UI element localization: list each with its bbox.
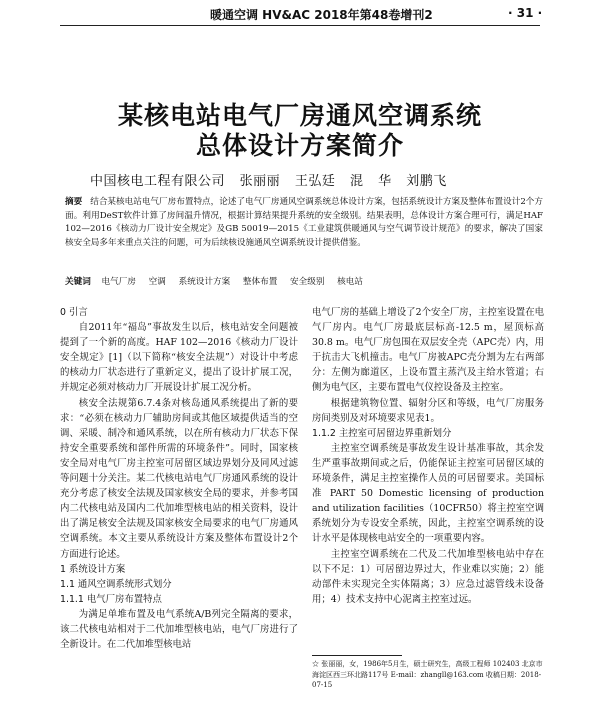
author-name: 混: [349, 174, 364, 189]
paper-title-line-1: 某核电站电气厂房通风空调系统: [117, 101, 482, 130]
section-heading: 1 系统设计方案: [60, 563, 126, 575]
affiliation: 中国核电工程有限公司: [90, 174, 226, 189]
footnote-divider: [312, 655, 402, 656]
page-number: · 31 ·: [508, 6, 543, 20]
author-name: 刘鹏飞: [406, 174, 447, 189]
keyword: 系统设计方案: [178, 277, 231, 287]
subsection-heading: 1.1 通风空调系统形式划分: [60, 578, 172, 590]
body-paragraph: 自2011年“福岛”事故发生以后，核电站安全问题被提到了一个新的高度。HAF 102—2016《核动力厂设计安全规定》[1]（以下简称“核安全法规”）对设计中考虑的核动力厂状态进行了重新定义，提出了设计扩展工况，并规定必须对核动力厂开展设计扩展工况分析。: [60, 322, 298, 394]
abstract: [65, 196, 543, 250]
subsubsection-heading: 1.1.1 电气厂房布置特点: [60, 593, 162, 605]
author-name: 王弘廷: [294, 174, 336, 189]
paper-title-line-2: 总体设计方案简介: [195, 131, 404, 160]
body-paragraph: 根据建筑物位置、辐射分区和等级，电气厂房服务房间类别及对环境要求见表1。: [312, 397, 544, 424]
body-paragraph: 电气厂房的基础上增设了2个安全厂房，主控室设置在电气厂房内。电气厂房最底层标高-12.5 m，屋顶标高30.8 m。电气厂房包围在双层安全壳（APC壳）内，用于抗击大飞机撞击。电气厂房被APC壳分割为左右两部分：左侧为廊道区，上设布置主蒸汽及主给水管道；右侧为电气区，主要布置电气仪控设备及主控室。: [312, 307, 544, 394]
author-name: 华: [378, 174, 392, 189]
keyword: 电气厂房: [101, 277, 136, 287]
left-column: [60, 305, 298, 652]
keywords-label: 关键词: [65, 277, 91, 287]
header-divider: [60, 25, 540, 26]
abstract-label: 摘要: [65, 197, 83, 207]
body-paragraph: 主控室空调系统在二代及二代加堆型核电站中存在以下不足：1）可居留边界过大，作业难以实施；2）能动部件未实现完全实体隔离；3）应急过滤管线未设备用；4）技术支持中心泥离主控室过远。: [312, 548, 544, 605]
keyword: 安全级别: [290, 277, 325, 287]
abstract-text: 结合某核电站电气厂房布置特点，论述了电气厂房通风空调系统总体设计方案，包括系统设计方案及整体布置设计2个方面。利用DeST软件计算了房间温升情况，根据计算结果提升系统的安全级别。结果表明，总体设计方案合理可行，满足HAF 102—2016《核动力厂设计安全规定》及GB 50019—2015《工业建筑供暖通风与空气调节设计规范》的要求，解决了国家核安全局多年来重点关注的问题，可为后续核设施通风空调系统设计提供借鉴。: [65, 197, 543, 248]
running-header: [0, 0, 600, 34]
journal-name: 暖通空调 HV&AC 2018年第48卷增刊2: [210, 8, 433, 22]
keywords: [65, 275, 543, 287]
keyword: 核电站: [337, 277, 363, 287]
keyword: 整体布置: [242, 277, 278, 287]
keyword: 空调: [148, 277, 166, 287]
body-paragraph: 主控室空调系统是事故发生设计基准事故，其余发生严重事故期间或之后，仍能保证主控室可居留区域的环境条件，满足主控室操作人员的可居留要求。美国标准 PART 50 Domestic licensing of production and utilization facilities（10CFR50）将主控室空调系统划分为专设安全系统，因此，主控室空调系统的设计水平是体现核电站安全的一项重要内容。: [312, 442, 544, 545]
right-column: [312, 305, 544, 607]
author-name: 张丽丽: [239, 174, 281, 189]
author-footnote: ☆ 张丽丽，女，1986年5月生，硕士研究生，高级工程师 102403 北京市海淀区西三环北路117号 E-mail：zhangll@163.com 收稿日期：2018-07-15: [312, 660, 543, 689]
section-heading: 0 引言: [60, 307, 88, 318]
author-line: [90, 170, 530, 189]
body-paragraph: 为满足单堆布置及电气系统A/B列完全隔离的要求，该二代核电站相对于二代加堆型核电站，电气厂房进行了全新设计。在二代加堆型核电站: [60, 608, 298, 651]
body-paragraph: 核安全法规第6.7.4条对核岛通风系统提出了新的要求：“必须在核动力厂辅助房间或其他区域提供适当的空调、采暖、制冷和通风系统，以在所有核动力厂状态下保持安全重要系统和部件所需的环境条件”。同时，国家核安全局对电气厂房主控室可居留区域边界划分及同风过滤等问题十分关注。某二代核电站电气厂房通风系统的设计充分考虑了核安全法规及国家核安全局的要求，并参考国内二代核电站及国内二代加堆型核电站的相关资料，设计出了满足核安全法规及国家核安全局要求的电气厂房通风空调系统。本文主要从系统设计方案及整体布置设计2个方面进行论述。: [60, 397, 298, 560]
subsubsection-heading: 1.1.2 主控室可居留边界重新划分: [312, 427, 452, 439]
